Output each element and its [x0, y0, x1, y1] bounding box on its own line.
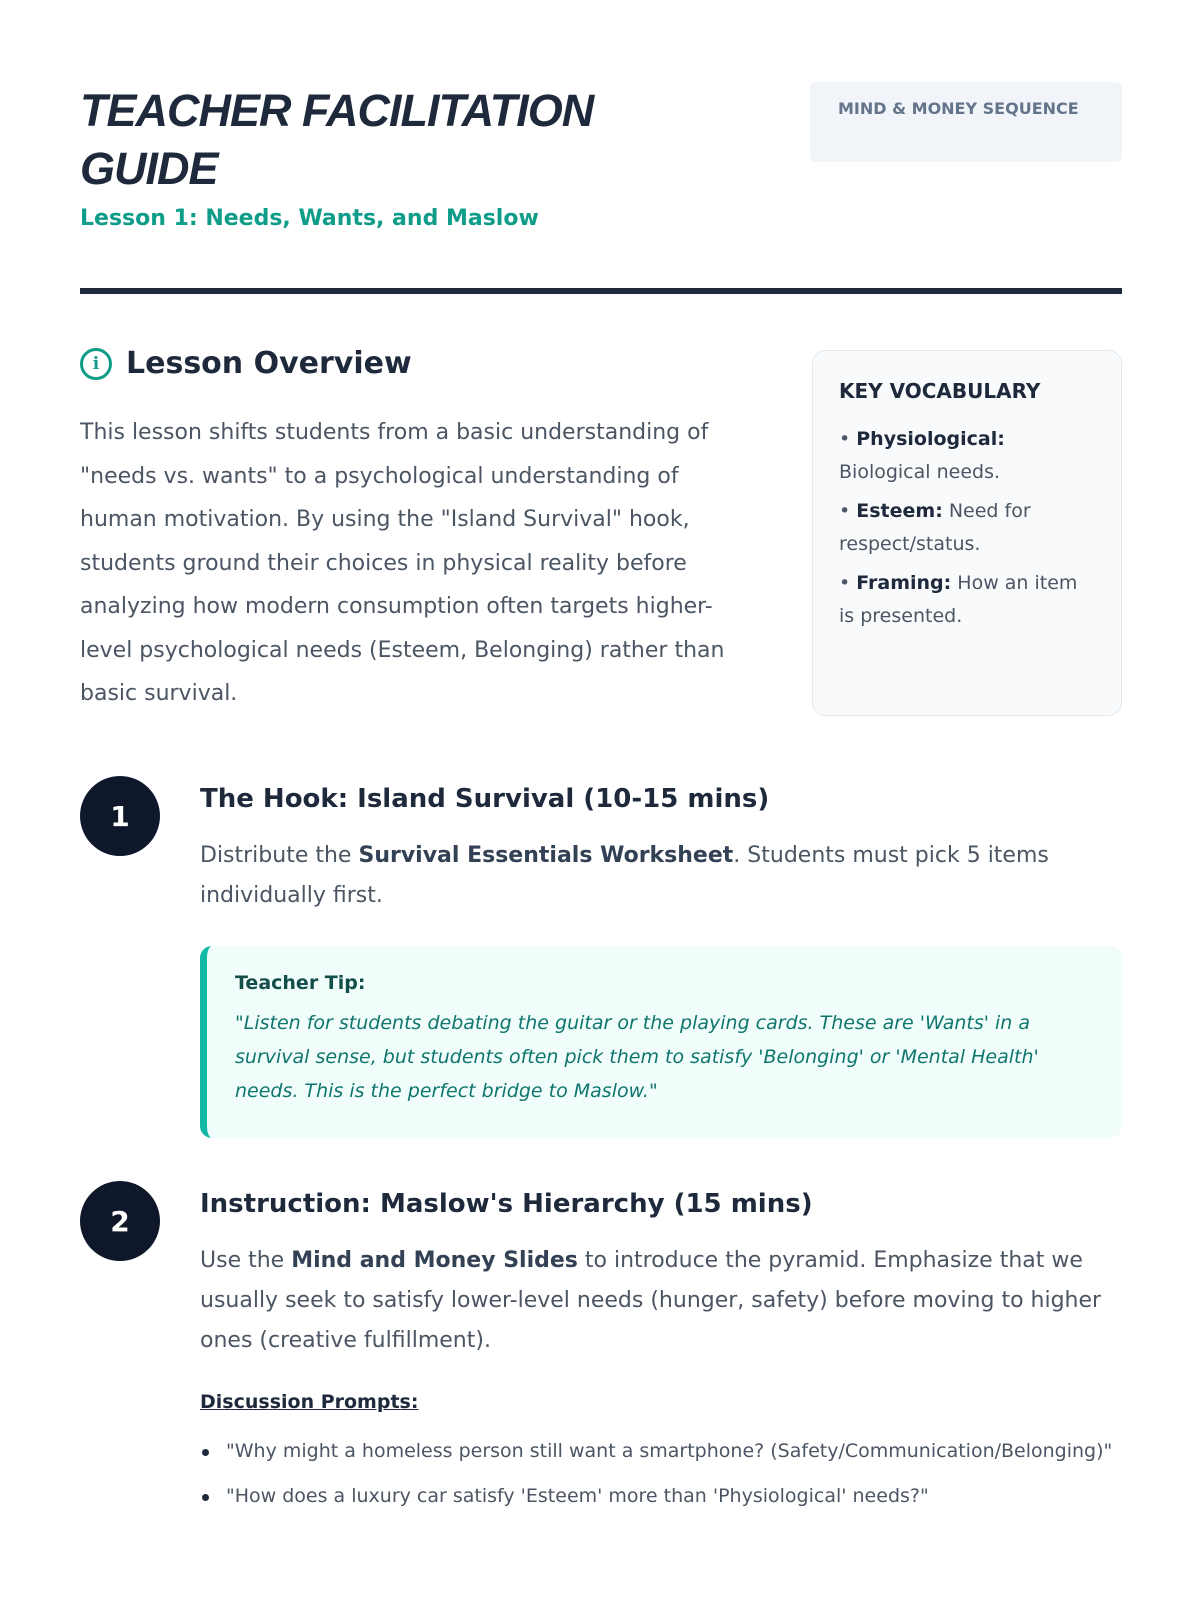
vocab-term: Physiological:	[856, 428, 1005, 450]
list-item: "How does a luxury car satisfy 'Esteem' more than 'Physiological' needs?"	[200, 1480, 1122, 1513]
step-body-text: Distribute the	[200, 843, 359, 868]
step-body-text: Use the	[200, 1248, 292, 1273]
step-body-text: . Students must pick 5 items individually first.	[200, 843, 1049, 908]
tip-label: Teacher Tip:	[235, 972, 366, 994]
vocab-item: • Esteem: Need for respect/status.	[839, 500, 1031, 555]
step-title: The Hook: Island Survival (10-15 mins)	[200, 784, 770, 814]
list-item: "Why might a homeless person still want a smartphone? (Safety/Communication/Belonging)"	[200, 1435, 1122, 1468]
vocab-item: • Physiological: Biological needs.	[839, 428, 1005, 483]
page-header	[80, 82, 1122, 302]
vocab-item: • Framing: How an item is presented.	[839, 572, 1078, 627]
step-number-badge: 1	[80, 776, 160, 856]
page-title: TEACHER FACILITATION GUIDE	[80, 85, 594, 194]
step-number-badge: 2	[80, 1181, 160, 1261]
tip-text: "Listen for students debating the guitar or the playing cards. These are 'Wants' in a survival sense, but students often pick them to satisfy 'Belonging' or 'Mental Health' needs. This is the perfect bridge to Maslow."	[235, 1012, 1039, 1102]
overview-heading	[80, 346, 760, 381]
step-body	[200, 836, 1122, 916]
vocab-term: Esteem:	[856, 500, 943, 522]
step-body	[200, 1241, 1122, 1361]
step-content	[200, 1181, 1122, 1525]
overview-title: Lesson Overview	[126, 346, 412, 381]
material-name: Mind and Money Slides	[291, 1248, 578, 1273]
info-icon: i	[80, 348, 112, 380]
vocab-definition: Biological needs.	[839, 461, 1001, 483]
vocab-term: Framing:	[856, 572, 952, 594]
step-body-text: to introduce the pyramid. Emphasize that we usually seek to satisfy lower-level needs (hunger, safety) before moving to higher ones (creative fulfillment).	[200, 1248, 1102, 1353]
vocab-definition: How an item is presented.	[839, 572, 1078, 627]
vocab-title: KEY VOCABULARY	[839, 379, 1041, 403]
lesson-subtitle: Lesson 1: Needs, Wants, and Maslow	[80, 206, 539, 231]
teacher-tip-callout	[200, 946, 1122, 1138]
overview-body: This lesson shifts students from a basic understanding of "needs vs. wants" to a psychological understanding of human motivation. By using the "Island Survival" hook, students ground their choices in physical reality before analyzing how modern consumption often targets higher-level psychological needs (Esteem, Belonging) rather than basic survival.	[80, 420, 725, 706]
material-name: Survival Essentials Worksheet	[358, 843, 734, 868]
key-vocabulary-card	[812, 350, 1122, 716]
discussion-prompts-list	[200, 1435, 1122, 1513]
vocab-definition: Need for respect/status.	[839, 500, 1031, 555]
lesson-overview	[80, 346, 760, 716]
discussion-prompts-label: Discussion Prompts:	[200, 1391, 419, 1413]
header-divider	[80, 288, 1122, 294]
step-content	[200, 776, 1122, 1138]
step-title: Instruction: Maslow's Hierarchy (15 mins)	[200, 1189, 813, 1219]
series-badge: MIND & MONEY SEQUENCE	[810, 82, 1122, 162]
